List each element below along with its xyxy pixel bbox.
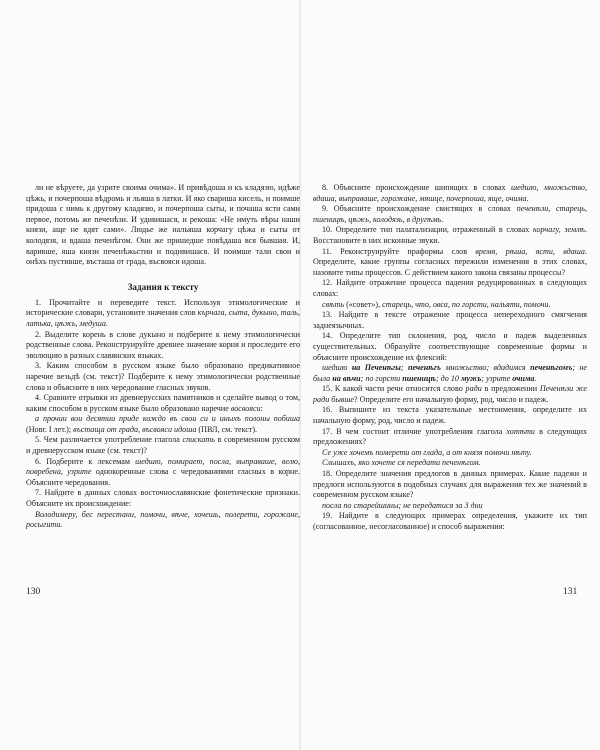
task-19: 19. Найдите в следующих примерах определения, укажите их тип (согласованное, несогласованное) и способ выражения: — [313, 511, 587, 531]
right-page — [313, 183, 587, 713]
task-10-rest: . Восстановите в них исконные звуки. — [313, 225, 587, 245]
task-17 — [313, 427, 587, 448]
task-18: 18. Определите значения предлогов в данных примерах. Какие падежи и предлоги используются в подобных случаях для выражения тех же значений в современном русском языке? — [313, 469, 587, 500]
task-1: 1. Прочитайте и переведите текст. Используя этимологические и исторические словари, установите значения слов кърчага, сыта, дукыно, таль, латька, цѣжь, медуша. — [26, 297, 300, 328]
page-number-right: 131 — [563, 587, 578, 597]
task-11 — [313, 247, 587, 279]
task-6 — [26, 457, 300, 489]
task-2: 2. Выделите корень в слове дукыно и подберите к нему этимологически родственные слова. Реконструируйте древнее значение корня и проследите его эволюцию в разных славянских языках. — [26, 329, 300, 360]
task-5 — [26, 435, 300, 456]
task-9-words: печенѣзи, старець, пшеницѣ, цѣжь, колодязь, в другѣмь — [313, 204, 587, 224]
task-14-ex-7: узрите — [486, 373, 511, 383]
task-11-rest: . Определите, какие группы согласных пережили изменения в этих словах, назовите типы процессов. С действием какого закона связаны процессы? — [313, 246, 587, 277]
task-8: 8. Объясните происхождение шипящих в словах шедшю, множьство, вдаша, выправаше, горожане, мяшце, почерпоша, яще, очима. — [313, 183, 587, 203]
task-10-words: корчагу, землѣ — [532, 225, 585, 235]
task-4-text: 4. Сравните отрывки из древнерусских памятников и сделайте вывод о том, каким способом в русском языке было образовано наречие — [26, 393, 300, 413]
task-15-mid: в предложении — [481, 384, 540, 394]
task-12-gloss: («совет»), — [344, 299, 383, 309]
task-15-rest: ? Определите его начальную форму, род, число и падеж. — [354, 394, 549, 404]
task-4-quote-1: а прочии вои десятии приде кождо въ свои си и иныхъ полоны побиша — [35, 414, 300, 424]
task-5-rest: в современном русском и древнерусском языке (см. текст)? — [26, 435, 300, 456]
task-12-word: свѣть — [322, 299, 345, 309]
task-4: 4. Сравните отрывки из древнерусских памятников и сделайте вывод о том, каким способом в русском языке было образовано наречие восвояси: — [26, 393, 300, 413]
task-17-text: 17. В чем состоит отличие употребления глагола — [322, 426, 507, 436]
task-4-word: восвояси — [230, 403, 261, 413]
task-4-ref-2: (ПВЛ, см. текст). — [198, 424, 258, 434]
task-17-rest: в следующих предложениях? — [313, 426, 587, 447]
task-14-ex-5: по горсти — [365, 373, 401, 383]
task-3: 3. Каким способом в русском языке было образовано предикативное наречие везьдѣ (см. текст)? Подберите к нему этимологически родственные слова и объясните в них чередование гласных звуков. — [26, 361, 300, 392]
task-8-text: 8. Объясните происхождение шипящих в словах — [322, 183, 511, 192]
task-15-sentence: Печенѣзи же ради бывше — [313, 384, 587, 404]
task-9-text: 9. Объясните происхождение свистящих в словах — [322, 204, 517, 214]
task-11-words: время, рѣша, ясти, вдаша — [475, 246, 585, 256]
task-7-example: Володимеру, бес перестани, помочи, вѣче, хочешь, полерети, горожане, росыгити. — [26, 509, 300, 530]
task-14-bold-5: мужь — [460, 373, 482, 383]
task-5-word: спискать — [182, 435, 215, 445]
task-18-example: посла по старейшины; не передатися за 3 дни — [322, 500, 483, 510]
task-8-words: шедшю, множьство, вдаша, выправаше, горожане, мяшце, почерпоша, яще, очима — [313, 183, 587, 203]
task-15 — [313, 384, 587, 405]
task-15-word: ради — [465, 384, 482, 394]
task-6-words: шедшю, помирает, посла, выправаше, велю, повребена, узрите — [26, 456, 300, 477]
task-17-example-1: Се уже хочемъ померети от глада, а от князя помочи нѣту. — [322, 447, 532, 457]
task-14: 14. Определите тип склонения, род, число и падеж выделенных существительных. Образуйте соответствующие современные формы и объясните происхождение их флексий: — [313, 331, 587, 362]
task-7: 7. Найдите в данных словах восточнославянские фонетические признаки. Объясните их происхождение: — [26, 488, 300, 509]
task-14-ex-1: шедшю — [322, 363, 348, 373]
task-9: 9. Объясните происхождение свистящих в словах печенѣзи, старець, пшеницѣ, цѣжь, колодязь, в другѣмь. — [313, 204, 587, 224]
task-10-text: 10. Определите тип палатализации, отраженный в словах — [322, 225, 533, 235]
task-14-ex-6: до 10 — [440, 373, 459, 383]
task-14-example: шедшю на Печенѣгы; печенѣгъ множьство; вдадимся печенѣгомъ; не была на вѣчи; по горсти пшеницѣ; до 10 мужь; узрите очима. — [313, 363, 587, 383]
task-16: 16. Выпишите из текста указательные местоимения, определите их начальную форму, род, число и падеж. — [313, 405, 587, 426]
task-11-text: 11. Реконструируйте праформы слов — [322, 246, 476, 256]
task-14-bold-6: очима — [512, 373, 535, 383]
left-page — [26, 183, 300, 713]
task-17-word: хотѣти — [506, 426, 535, 436]
task-6-text: 6. Подберите к лексемам — [35, 456, 136, 466]
task-14-ex-2: печенѣгъ — [407, 363, 441, 373]
task-6-rest: однокоренные слова с чередованиями гласных в корне. Объясните чередования. — [26, 467, 300, 487]
task-14-ex-3: множьство; вдадимся — [445, 363, 526, 373]
task-12: 12. Найдите отражение процесса падения редуцированных в следующих словах: — [313, 278, 587, 298]
task-4-ref-1: (Новг. I лет.); — [26, 424, 72, 434]
task-14-bold-3: на вѣчи — [332, 373, 361, 383]
task-14-bold-2: печенѣгомъ — [530, 363, 573, 373]
task-5-text: 5. Чем различается употребление глагола — [35, 435, 183, 445]
task-17-example-2: Слышахъ, яко хочете ся передати печенѣгом. — [322, 458, 481, 468]
task-14-bold-4: пшеницѣ — [402, 373, 436, 383]
task-12-example: свѣть («совет»), старець, что, овса, по горсти, нальяти, помочи. — [322, 299, 551, 309]
task-10 — [313, 225, 587, 246]
task-1-words: кърчага, сыта, дукыно, таль, латька, цѣжь, медуша — [26, 308, 300, 328]
task-4-quotes — [26, 414, 300, 435]
task-14-bold-1: на Печенѣгы — [351, 363, 401, 373]
task-15-text: 15. К какой части речи относится слово — [322, 384, 466, 394]
task-1-text: 1. Прочитайте и переведите текст. Используя этимологические и исторические словари, установите значения слов — [26, 297, 300, 318]
task-13: 13. Найдите в тексте отражение процесса непереходного смягчения заднеязычных. — [313, 310, 587, 330]
page-number-left: 130 — [26, 587, 41, 597]
task-4-quote-2: въстаща от града, въсвояси идоша — [73, 424, 197, 434]
task-12-words: старець, что, овса, по горсти, нальяти, помочи — [382, 299, 549, 309]
task-14-ex-4: не была — [313, 363, 587, 383]
section-title: Задания к тексту — [127, 281, 199, 292]
intro-paragraph: ли не вѣруете, да узрите своима очима». И привѣдоша и къ кладязю, идѣже цѣжь, и почерпоша вѣдромь и льяша в латки. И яко свариша кисель, и поимше придоша с нимь к другому кладязю, и почерпоша сыты, и почаша ясти сами первое, потомь же печенѣзи. И удивишася, и рекоша: «Не имуть вѣры наши князи, аще не ядят сами». Людье же нальяша корчагу цѣжа и сыты от колодязя, и вдаша печенѣгом. Они же пришедше повѣдаша вся бывшая. И, варивше, яша князи печенѣжьстии и подивишася. И поимше тали свои и онѣхъ пустивше, въсташа от града, въсвояси идоша. — [26, 183, 300, 267]
